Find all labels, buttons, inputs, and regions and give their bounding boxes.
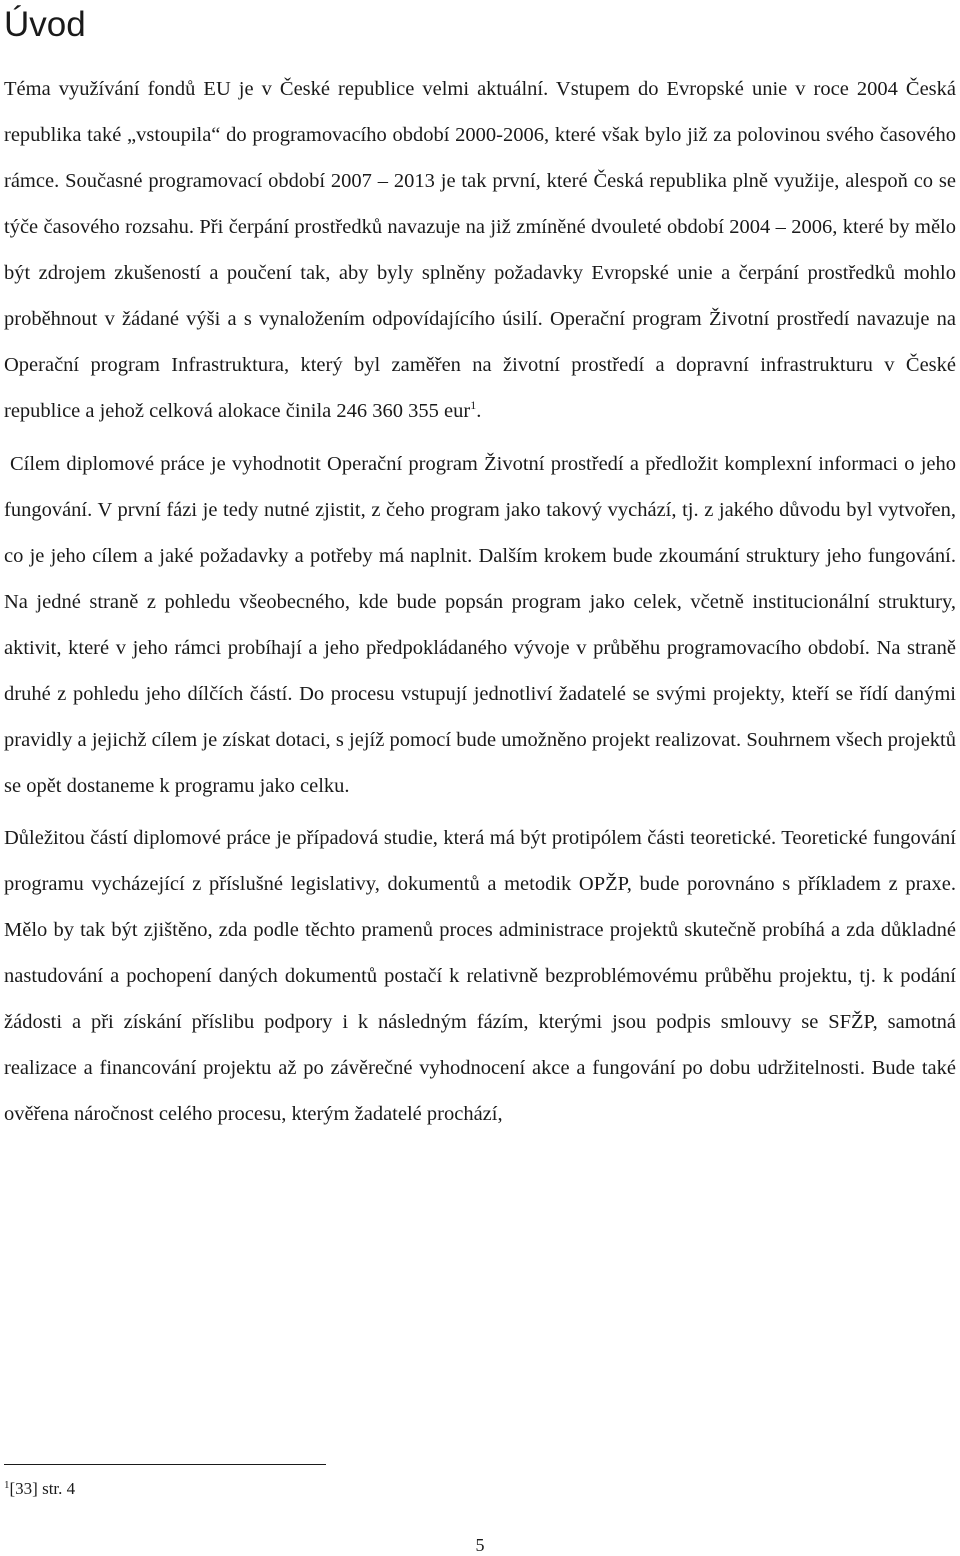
section-heading: Úvod <box>4 5 86 44</box>
paragraph-intro-text: Téma využívání fondů EU je v České republice velmi aktuální. Vstupem do Evropské unie v roce 2004 Česká republika také „vstoupila“ do programovacího období 2000-2006, které však bylo již za polovinou svého časového rámce. Současné programovací období 2007 – 2013 je tak první, které Česká republika plně využije, alespoň co se týče časového rozsahu. Při čerpání prostředků navazuje na již zmíněné dvouleté období 2004 – 2006, které by mělo být zdrojem zkušeností a poučení tak, aby byly splněny požadavky Evropské unie a čerpání prostředků mohlo proběhnout v žádané výši a s vynaložením odpovídajícího úsilí. Operační program Životní prostředí navazuje na Operační program Infrastruktura, který byl zaměřen na životní prostředí a dopravní infrastrukturu v České republice a jehož celková alokace činila 246 360 355 eur <box>4 78 956 422</box>
footnote-text: [33] str. 4 <box>9 1479 76 1498</box>
paragraph-intro-end: . <box>476 400 482 422</box>
page-number: 5 <box>475 1535 485 1555</box>
footnote-reference: 1 <box>470 398 477 412</box>
paragraph-goal: Cílem diplomové práce je vyhodnotit Operační program Životní prostředí a předložit komplexní informaci o jeho fungování. V první fázi je tedy nutné zjistit, z čeho program jako takový vychází, tj. z jakého důvodu byl vytvořen, co je jeho cílem a jaké požadavky a potřeby má naplnit. Dalším krokem bude zkoumání struktury jeho fungování. Na jedné straně z pohledu všeobecného, kde bude popsán program jako celek, včetně institucionální struktury, aktivit, které v jeho rámci probíhají a jeho předpokládaného vývoje v průběhu programovacího období. Na straně druhé z pohledu jeho dílčích částí. Do procesu vstupují jednotliví žadatelé se svými projekty, kteří se řídí danými pravidly a jejichž cílem je získat dotaci, s jejíž pomocí bude umožněno projekt realizovat. Souhrnem všech projektů se opět dostaneme k programu jako celku. <box>4 453 956 797</box>
footnote-number: 1 <box>4 1479 10 1491</box>
document-body <box>4 0 956 1137</box>
footnote-separator <box>4 1464 326 1465</box>
paragraph-case-study: Důležitou částí diplomové práce je případová studie, která má být protipólem části teoretické. Teoretické fungování programu vycházející z příslušné legislativy, dokumentů a metodik OPŽP, bude porovnáno s příkladem z praxe. Mělo by tak být zjištěno, zda podle těchto pramenů proces administrace projektů skutečně probíhá a zda důkladné nastudování a pochopení daných dokumentů postačí k relativně bezproblémovému průběhu projektu, tj. k podání žádosti a při získání příslibu podpory i k následným fázím, kterými jsou podpis smlouvy se SFŽP, samotná realizace a financování projektu až po závěrečné vyhodnocení akce a fungování po dobu udržitelnosti. Bude také ověřena náročnost celého procesu, kterým žadatelé prochází, <box>4 827 956 1125</box>
paragraph-intro <box>4 66 956 434</box>
footnote <box>4 1478 75 1500</box>
